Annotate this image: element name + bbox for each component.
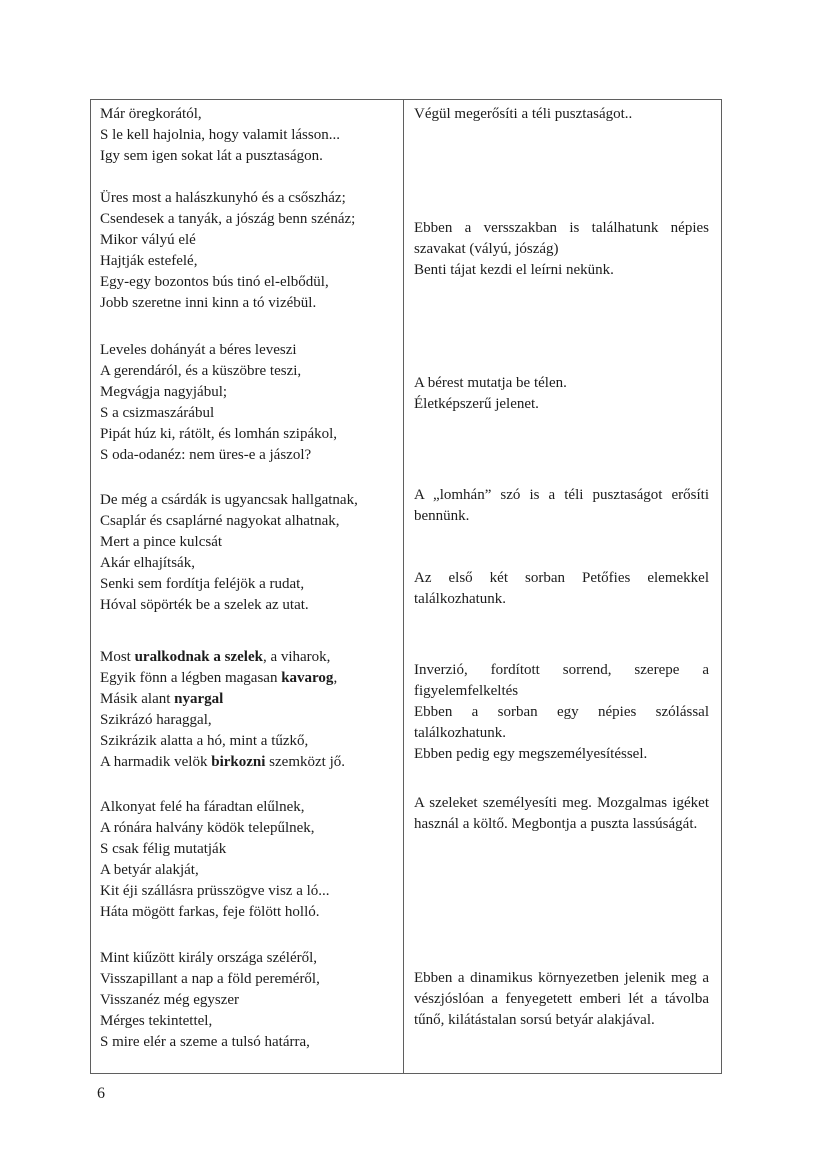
poem-line: Már öregkorától, [100,106,202,122]
poem-stanza [100,797,395,923]
annotation-paragraph: Ebben a versszakban is találhatunk népies szavakat (vályú, jószág) [414,220,709,257]
poem-line-segment-bold: kavarog [281,670,334,686]
poem-line: Egy-egy bozontos bús tinó el-elbődül, [100,274,329,290]
annotation [414,373,709,415]
annotation [414,793,709,835]
poem-line: Mert a pince kulcsát [100,534,223,550]
annotation-paragraph: A szeleket személyesíti meg. Mozgalmas igéket használ a költő. Megbontja a puszta lassúságát. [414,795,709,832]
annotation [414,218,709,281]
poem-line [100,647,395,668]
analysis-table [90,99,722,1074]
poem-line-segment-bold: nyargal [174,691,224,707]
poem-line: Csaplár és csaplárné nagyokat alhatnak, [100,513,340,529]
poem-line: Üres most a halászkunyhó és a csőszház; [100,190,346,206]
annotation [414,104,709,125]
annotation [414,485,709,527]
poem-line: Megvágja nagyjábul; [100,384,228,400]
poem-line [100,689,395,710]
annotation-paragraph: Inverzió, fordított sorrend, szerepe a figyelemfelkeltés [414,662,709,699]
poem-line: Kit éji szállásra prüsszögve visz a ló... [100,883,330,899]
poem-line: Alkonyat felé ha fáradtan elűlnek, [100,799,305,815]
poem-line: Csendesek a tanyák, a jószág benn szénáz; [100,211,356,227]
poem-line: Háta mögött farkas, feje fölött holló. [100,904,320,920]
poem-line-segment: Szikrázó haraggal, [100,712,212,728]
annotation-paragraph: Ebben pedig egy megszemélyesítéssel. [414,746,648,762]
poem-line [100,731,395,752]
page-number: 6 [97,1085,105,1102]
poem-line-segment: Most [100,649,135,665]
poem-line: S a csizmaszárábul [100,405,215,421]
poem-line: Mérges tekintettel, [100,1013,213,1029]
poem-stanza [100,647,395,773]
poem-line: S mire elér a szeme a tulsó határra, [100,1034,310,1050]
poem-line: Pipát húz ki, rátölt, és lomhán szipákol, [100,426,338,442]
annotation-paragraph: Ebben a dinamikus környezetben jelenik meg a vészjóslóan a fenyegetett emberi lét a távolba tűnő, kilátástalan sorsú betyár alakjával. [414,970,709,1028]
poem-line-segment: Másik alant [100,691,175,707]
poem-line: Visszapillant a nap a föld pereméről, [100,971,320,987]
analysis-column [404,100,721,1073]
poem-line: A rónára halvány ködök telepűlnek, [100,820,315,836]
poem-line: Mikor vályú elé [100,232,196,248]
poem-line: A gerendáról, és a küszöbre teszi, [100,363,302,379]
annotation [414,968,709,1031]
poem-line: Hóval söpörték be a szelek az utat. [100,597,309,613]
annotation [414,568,709,610]
annotation [414,660,709,765]
poem-stanza [100,948,395,1053]
annotation-paragraph: Benti tájat kezdi el leírni nekünk. [414,262,614,278]
annotation-paragraph: Az első két sorban Petőfies elemekkel találkozhatunk. [414,570,709,607]
poem-line-segment: , a viharok, [262,649,331,665]
poem-line: Igy sem igen sokat lát a pusztaságon. [100,148,323,164]
poem-line: S le kell hajolnia, hogy valamit lásson... [100,127,340,143]
poem-line-segment: Egyik fönn a légben magasan [100,670,282,686]
poem-line-segment: Szikrázik alatta a hó, mint a tűzkő, [100,733,309,749]
poem-line: Visszanéz még egyszer [100,992,240,1008]
poem-stanza [100,104,395,167]
annotation-paragraph: Ebben a sorban egy népies szólással találkozhatunk. [414,704,709,741]
poem-line-segment: szemközt jő. [265,754,345,770]
poem-stanza [100,188,395,314]
poem-line-segment-bold: birkozni [211,754,266,770]
annotation-paragraph: Végül megerősíti a téli pusztaságot.. [414,106,633,122]
annotation-paragraph: A „lomhán” szó is a téli pusztaságot erősíti bennünk. [414,487,709,524]
poem-line [100,710,395,731]
poem-line: Hajtják estefelé, [100,253,198,269]
poem-column [91,100,404,1073]
poem-line: S csak félig mutatják [100,841,227,857]
poem-stanza [100,340,395,466]
poem-line-segment-bold: uralkodnak a szelek [134,649,263,665]
poem-line: Jobb szeretne inni kinn a tó vizébül. [100,295,317,311]
poem-line-segment: A harmadik velök [100,754,212,770]
poem-line [100,668,395,689]
annotation-paragraph: Életképszerű jelenet. [414,396,539,412]
poem-line [100,752,395,773]
poem-line: Mint kiűzött király országa széléről, [100,950,318,966]
poem-line: Leveles dohányát a béres leveszi [100,342,297,358]
poem-line: Senki sem fordítja feléjök a rudat, [100,576,305,592]
poem-line: A betyár alakját, [100,862,199,878]
poem-line: Akár elhajítsák, [100,555,195,571]
poem-stanza [100,490,395,616]
annotation-paragraph: A bérest mutatja be télen. [414,375,567,391]
poem-line: S oda-odanéz: nem üres-e a jászol? [100,447,312,463]
poem-line: De még a csárdák is ugyancsak hallgatnak, [100,492,358,508]
poem-line-segment: , [333,670,338,686]
